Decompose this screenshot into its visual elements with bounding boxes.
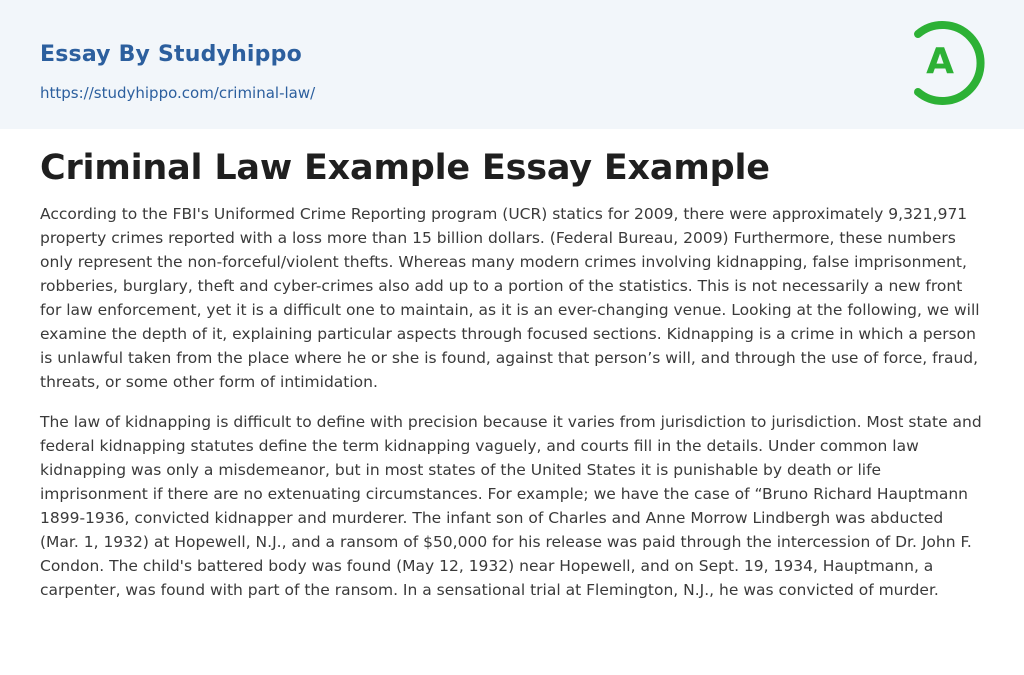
- studyhippo-logo-icon[interactable]: [912, 18, 988, 108]
- page-url-link[interactable]: https://studyhippo.com/criminal-law/: [40, 84, 316, 102]
- site-brand[interactable]: Essay By Studyhippo: [40, 42, 302, 67]
- essay-title: Criminal Law Example Essay Example: [40, 148, 770, 188]
- essay-content: [40, 140, 984, 618]
- essay-paragraph: According to the FBI's Uniformed Crime Reporting program (UCR) statics for 2009, there were approximately 9,321,971 property crimes reported with a loss more than 15 billion dollars. (Federal Bureau, 2009) Furthermore, these numbers only represent the non-forceful/violent thefts. Whereas many modern crimes involving kidnapping, false imprisonment, robberies, burglary, theft and cyber-crimes also add up to a portion of the statistics. This is not necessarily a new front for law enforcement, yet it is a difficult one to maintain, as it is an ever-changing venue. Looking at the following, we will examine the depth of it, explaining particular aspects through focused sections. Kidnapping is a crime in which a person is unlawful taken from the place where he or she is found, against that person’s will, and through the use of force, fraud, threats, or some other form of intimidation.: [40, 205, 980, 391]
- essay-paragraph: The law of kidnapping is difficult to define with precision because it varies from jurisdiction to jurisdiction. Most state and federal kidnapping statutes define the term kidnapping vaguely, and courts fill in the details. Under common law kidnapping was only a misdemeanor, but in most states of the United States it is punishable by death or life imprisonment if there are no extenuating circumstances. For example; we have the case of “Bruno Richard Hauptmann 1899-1936, convicted kidnapper and murderer. The infant son of Charles and Anne Morrow Lindbergh was abducted (Mar. 1, 1932) at Hopewell, N.J., and a ransom of $50,000 for his release was paid through the intercession of Dr. John F. Condon. The child's battered body was found (May 12, 1932) near Hopewell, and on Sept. 19, 1934, Hauptmann, a carpenter, was found with part of the ransom. In a sensational trial at Flemington, N.J., he was convicted of murder.: [40, 413, 982, 599]
- logo-letter: A: [926, 41, 954, 82]
- site-header: [0, 0, 1024, 129]
